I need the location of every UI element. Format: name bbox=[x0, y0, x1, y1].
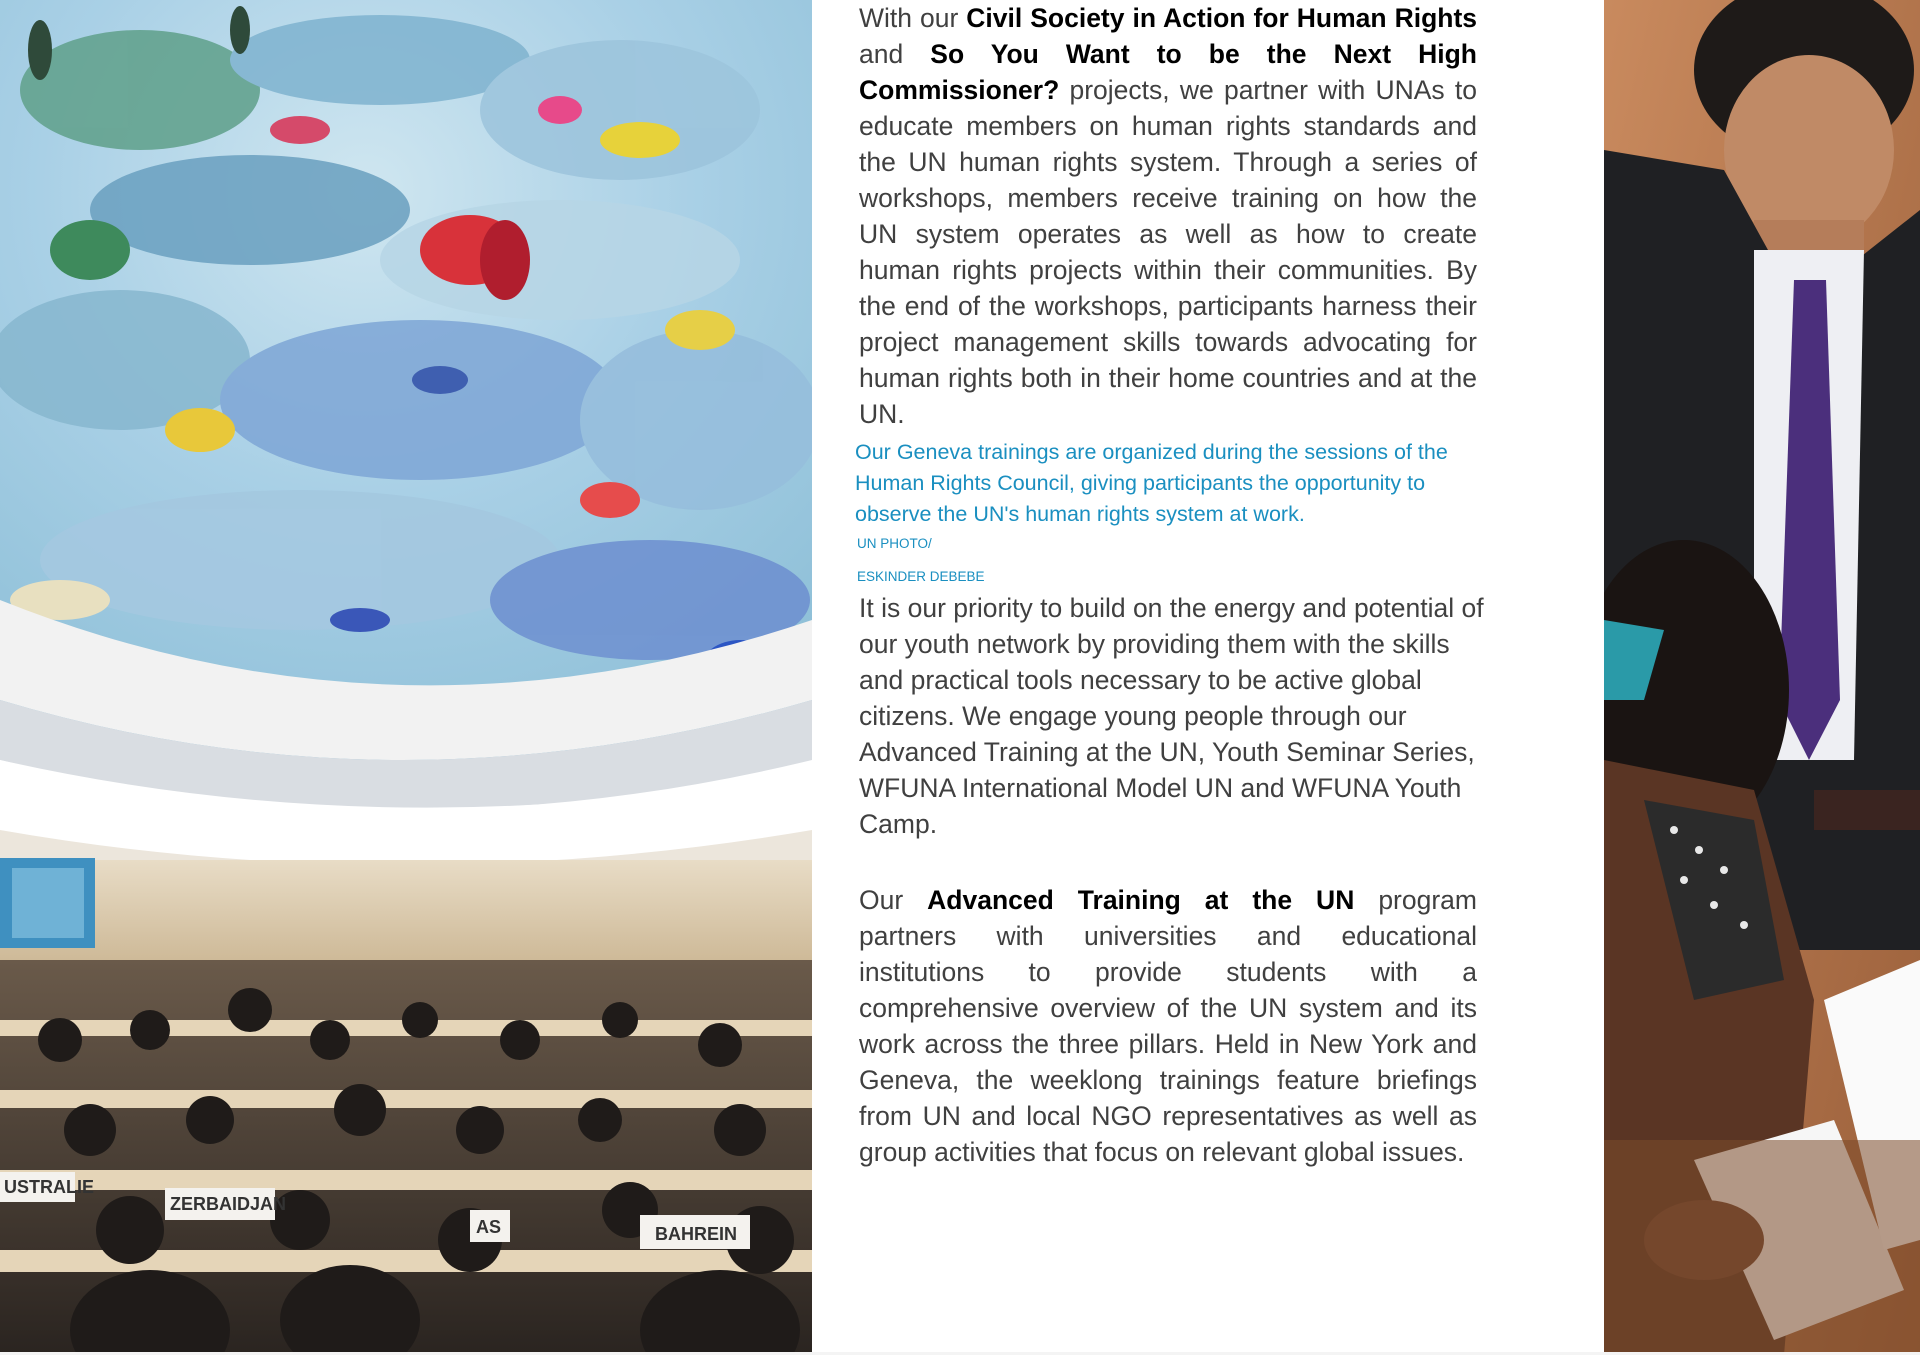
paragraph-1-conjunction: and bbox=[859, 39, 931, 69]
placard-azerbaidjan-label: ZERBAIDJAN bbox=[170, 1194, 287, 1214]
placard-bahrein-label: BAHREIN bbox=[655, 1224, 738, 1244]
project-next-high-commissioner: So You Want to be the Next High Commissioner? bbox=[859, 39, 1477, 105]
project-civil-society-in-action: Civil Society in Action for Human Rights bbox=[966, 3, 1478, 33]
photo-caption: Our Geneva trainings are organized during the sessions of the Human Rights Council, giving participants the opportunity to observe the UN's human rights system at work. bbox=[855, 440, 1448, 526]
placard-australie-label: USTRALIE bbox=[4, 1177, 94, 1197]
placard-as-label: AS bbox=[476, 1217, 502, 1237]
photo-human-rights-council-chamber bbox=[0, 0, 812, 1355]
paragraph-1-body: projects, we partner with UNAs to educate members on human rights standards and the UN human rights system. Through a series of workshops, members receive training on how the UN system operates as well as how to create human rights projects within their communities. By the end of the workshops, participants harness their project management skills towards advocating for human rights both in their home countries and at the UN. bbox=[859, 75, 1477, 429]
paragraph-advanced-training bbox=[859, 882, 1477, 1170]
paragraph-3-intro: Our bbox=[859, 885, 928, 915]
paragraph-human-rights-projects bbox=[859, 0, 1477, 432]
photo-credit-agency: UN PHOTO/ bbox=[857, 536, 932, 551]
paragraph-3-body: program partners with universities and educational institutions to provide students with a comprehensive overview of the UN system and its work across the three pillars. Held in New York and Geneva, the weeklong trainings feature briefings from UN and local NGO representatives as well as group activities that focus on relevant global issues. bbox=[859, 885, 1477, 1167]
paragraph-1-intro: With our bbox=[859, 3, 967, 33]
photo-delegates-working bbox=[1604, 0, 1920, 1355]
paragraph-youth-network: It is our priority to build on the energy and potential of our youth network by providing them with the skills and practical tools necessary to be active global citizens. We engage young people through our Advanced Training at the UN, Youth Seminar Series, WFUNA International Model UN and WFUNA Youth Camp. bbox=[859, 593, 1484, 839]
photo-credit-photographer: ESKINDER DEBEBE bbox=[857, 569, 985, 584]
program-advanced-training-at-the-un: Advanced Training at the UN bbox=[927, 885, 1355, 915]
